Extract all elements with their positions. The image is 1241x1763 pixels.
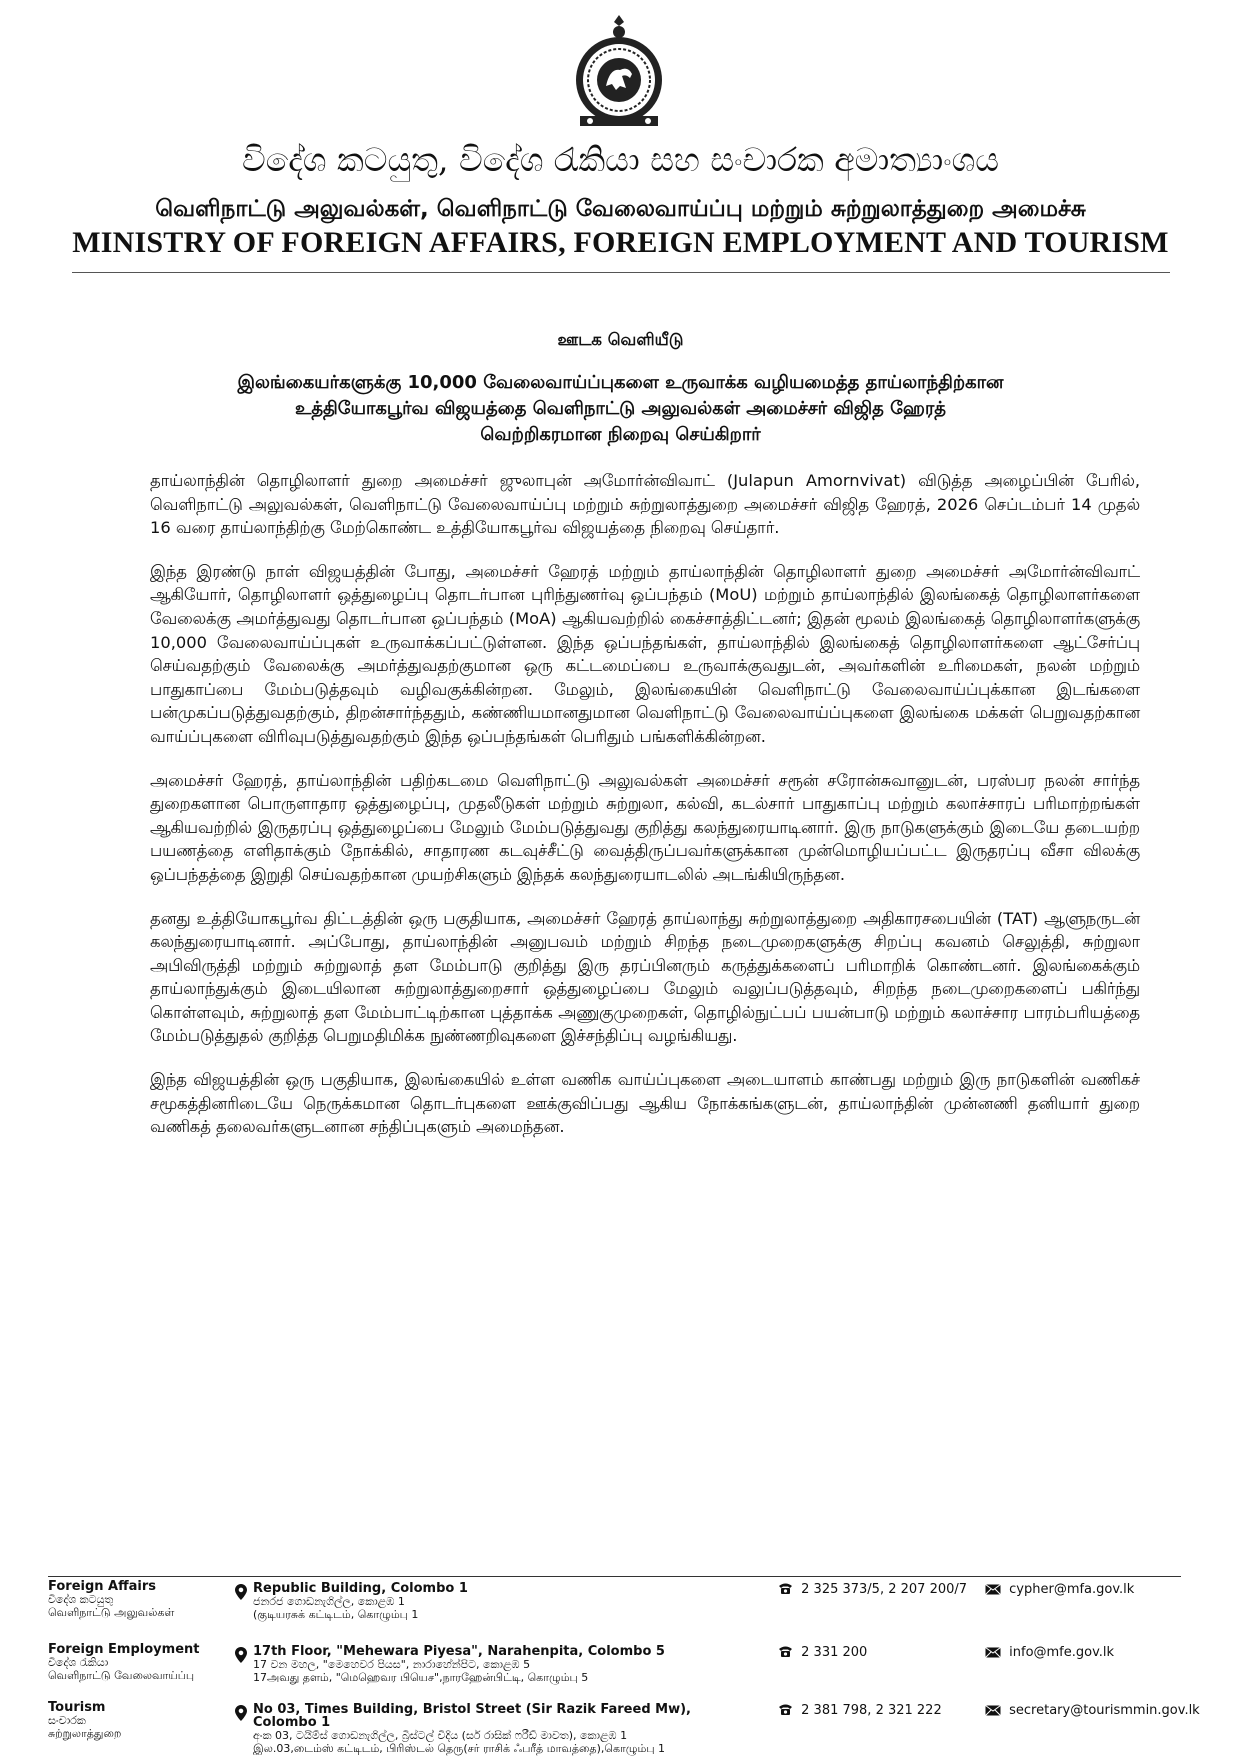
footer-divider xyxy=(48,1576,1181,1577)
email-address[interactable]: secretary@tourismmin.gov.lk xyxy=(1009,1703,1200,1718)
address-ta: 17அவது தளம், "மெஹெவர பியெச",நாரஹேன்பிட்டி, கொழும்பு 5 xyxy=(253,1671,589,1684)
address-en: 17th Floor, "Mehewara Piyesa", Narahenpita, Colombo 5 xyxy=(253,1644,665,1659)
org-name xyxy=(48,1643,248,1682)
headline-line: உத்தியோகபூர்வ விஜயத்தை வெளிநாட்டு அலுவல்கள் அமைச்சர் விஜித ஹேரத் xyxy=(295,398,946,419)
ministry-name-tamil: வெளிநாட்டு அலுவல்கள், வெளிநாட்டு வேலைவாய்ப்பு மற்றும் சுற்றுலாத்துறை அமைச்சு xyxy=(155,196,1086,222)
address xyxy=(253,1703,753,1755)
address-en: No 03, Times Building, Bristol Street (Sir Razik Fareed Mw), Colombo 1 xyxy=(253,1702,691,1730)
email xyxy=(985,1645,1114,1660)
org-name-en: Foreign Employment xyxy=(48,1642,200,1657)
paragraph: தாய்லாந்தின் தொழிலாளர் துறை அமைச்சர் ஜுலாபுன் அமோர்ன்விவாட் (Julapun Amornvivat) விடுத்த அழைப்பின் பேரில், வெளிநாட்டு அலுவல்கள், வெளிநாட்டு வேலைவாய்ப்பு மற்றும் சுற்றுலாத்துறை அமைச்சர் விஜித ஹேரத், 2026 செப்டம்பர் 14 முதல் 16 வரை தாய்லாந்திற்கு மேற்கொண்ட உத்தியோகபூர்வ விஜயத்தை நிறைவு செய்தார். xyxy=(150,471,1140,538)
address xyxy=(253,1582,753,1621)
org-name-ta: வெளிநாட்டு வேலைவாய்ப்பு xyxy=(48,1669,195,1682)
location-pin-icon xyxy=(235,1705,247,1721)
paragraph: தனது உத்தியோகபூர்வ திட்டத்தின் ஒரு பகுதியாக, அமைச்சர் ஹேரத் தாய்லாந்து சுற்றுலாத்துறை அதிகாரசபையின் (TAT) ஆளுநருடன் கலந்துரையாடினார். அப்போது, தாய்லாந்தின் அனுபவம் மற்றும் சிறந்த நடைமுறைகளுக்கு சிறப்பு கவனம் செலுத்தி, சுற்றுலா அபிவிருத்தி மற்றும் சுற்றுலாத் தள மேம்பாடு குறித்து இரு தரப்பினரும் கருத்துக்களைப் பரிமாறிக் கொண்டனர். இலங்கைக்கும் தாய்லாந்துக்கும் இடையிலான சுற்றுலாத்துறைசார் ஒத்துழைப்பை மேலும் வலுப்படுத்தவும், சிறந்த நடைமுறைகளைப் பகிர்ந்து கொள்ளவும், சுற்றுலாத் தள மேம்பாட்டிற்கான புத்தாக்க அணுகுமுறைகள், தொழில்நுட்பப் பயன்பாடு மற்றும் கலாச்சார பாரம்பரியத்தை மேம்படுத்துதல் குறித்த பெறுமதிமிக்க நுண்ணறிவுகளை இச்சந்திப்பு வழங்கியது. xyxy=(150,908,1140,1046)
org-name-ta: வெளிநாட்டு அலுவல்கள் xyxy=(48,1606,175,1619)
envelope-icon xyxy=(985,1584,1001,1595)
org-name-si: සංචාරක xyxy=(48,1714,86,1727)
address-si: 17 වන මහල, "මෙහෙවර පියස", නාරාහේන්පිට, කොළඹ 5 xyxy=(253,1658,531,1671)
org-name-en: Foreign Affairs xyxy=(48,1579,157,1594)
envelope-icon xyxy=(985,1705,1001,1716)
address-ta: (குடியரசுக் கட்டிடம், கொழும்பு 1 xyxy=(253,1608,419,1621)
ministry-name-english: MINISTRY OF FOREIGN AFFAIRS, FOREIGN EMPLOYMENT AND TOURISM xyxy=(72,226,1169,259)
phone xyxy=(778,1703,942,1718)
paragraph: இந்த விஜயத்தின் ஒரு பகுதியாக, இலங்கையில் உள்ள வணிக வாய்ப்புகளை அடையாளம் காண்பது மற்றும் இரு நாடுகளின் வணிகச் சமூகத்தினரிடையே நெருக்கமான தொடர்புகளை ஊக்குவிப்பது ஆகிய நோக்கங்களுடன், தாய்லாந்தின் முன்னணி தனியார் துறை வணிகத் தலைவர்களுடனான சந்திப்புகளும் அமைந்தன. xyxy=(150,1070,1140,1137)
ministry-name-sinhala: විදේශ කටයුතු, විදේශ රැකියා සහ සංචාරක අමාත්‍යාංශය xyxy=(242,140,999,179)
org-name xyxy=(48,1580,248,1619)
headline xyxy=(148,370,1093,448)
footer-row-foreign-employment xyxy=(0,1643,1241,1705)
email xyxy=(985,1582,1134,1597)
org-name-si: විදේශ රැකියා xyxy=(48,1656,109,1669)
phone xyxy=(778,1645,867,1660)
envelope-icon xyxy=(985,1647,1001,1658)
paragraph: அமைச்சர் ஹேரத், தாய்லாந்தின் பதிற்கடமை வெளிநாட்டு அலுவல்கள் அமைச்சர் சரூன் சரோன்சுவானுடன், பரஸ்பர நலன் சார்ந்த துறைகளான பொருளாதார ஒத்துழைப்பு, முதலீடுகள் மற்றும் சுற்றுலா, கல்வி, கடல்சார் பாதுகாப்பு மற்றும் கலாச்சாரப் பரிமாற்றங்கள் ஆகியவற்றில் இருதரப்பு ஒத்துழைப்பை மேலும் மேம்படுத்துவது குறித்து கலந்துரையாடினார். இரு நாடுகளுக்கும் இடையே தடையற்ற பயணத்தை எளிதாக்கும் நோக்கில், சாதாரண கடவுச்சீட்டு வைத்திருப்பவர்களுக்கான முன்மொழியப்பட்ட இருதரப்பு வீசா விலக்கு ஒப்பந்தத்தை இறுதி செய்வதற்கான முயற்சிகளும் இந்தக் கலந்துரையாடலில் அடங்கியிருந்தன. xyxy=(150,770,1140,884)
telephone-icon xyxy=(778,1582,793,1595)
address-ta: இல.03,டைம்ஸ் கட்டிடம், பிரிஸ்டல் தெரு(சர் ராசிக் ஃபரீத் மாவத்தை),கொழும்பு 1 xyxy=(253,1742,666,1755)
telephone-icon xyxy=(778,1703,793,1716)
footer-row-tourism xyxy=(0,1701,1241,1763)
email-address[interactable]: info@mfe.gov.lk xyxy=(1009,1645,1115,1660)
address-en: Republic Building, Colombo 1 xyxy=(253,1581,468,1596)
phone-number: 2 381 798, 2 321 222 xyxy=(801,1703,942,1718)
headline-line: இலங்கையர்களுக்கு 10,000 வேலைவாய்ப்புகளை உருவாக்க வழியமைத்த தாய்லாந்திற்கான xyxy=(237,372,1004,393)
address xyxy=(253,1645,753,1684)
press-release-label: ஊடக வெளியீடு xyxy=(557,330,684,349)
headline-line: வெற்றிகரமான நிறைவு செய்கிறார் xyxy=(480,424,761,445)
address-si: අංක 03, ටයිම්ස් ගොඩනැගිල්ල, බ්‍රිස්ටල් වීදිය (සර් රාසික් ෆරීඩ් මාවත), කොළඹ 1 xyxy=(253,1729,628,1742)
org-name-en: Tourism xyxy=(48,1700,106,1715)
email xyxy=(985,1703,1200,1718)
header-divider xyxy=(72,272,1170,273)
org-name-ta: சுற்றுலாத்துறை xyxy=(48,1727,122,1740)
phone-number: 2 331 200 xyxy=(801,1645,868,1660)
article-body xyxy=(150,469,1140,1159)
state-emblem xyxy=(570,12,668,130)
telephone-icon xyxy=(778,1645,793,1658)
location-pin-icon xyxy=(235,1584,247,1600)
org-name xyxy=(48,1701,248,1740)
phone xyxy=(778,1582,967,1597)
footer-row-foreign-affairs xyxy=(0,1580,1241,1642)
phone-number: 2 325 373/5, 2 207 200/7 xyxy=(801,1582,968,1597)
org-name-si: විදේශ කටයුතු xyxy=(48,1593,114,1606)
email-address[interactable]: cypher@mfa.gov.lk xyxy=(1009,1582,1135,1597)
address-si: ජනරජ ගොඩනැගිල්ල, කොළඹ 1 xyxy=(253,1595,405,1608)
location-pin-icon xyxy=(235,1647,247,1663)
paragraph: இந்த இரண்டு நாள் விஜயத்தின் போது, அமைச்சர் ஹேரத் மற்றும் தாய்லாந்தின் தொழிலாளர் துறை அமைச்சர் அமோர்ன்விவாட் ஆகியோர், தொழிலாளர் ஒத்துழைப்பு தொடர்பான புரிந்துணர்வு ஒப்பந்தம் (MoU) மற்றும் தாய்லாந்தில் இலங்கைத் தொழிலாளர்களை வேலைக்கு அமர்த்துவது தொடர்பான ஒப்பந்தம் (MoA) ஆகியவற்றில் கைச்சாத்திட்டனர்; இதன் மூலம் இலங்கைத் தொழிலாளர்களுக்கு 10,000 வேலைவாய்ப்புகள் உருவாக்கப்பட்டுள்ளன. இந்த ஒப்பந்தங்கள், தாய்லாந்தில் இலங்கைத் தொழிலாளர்களை ஆட்சேர்ப்பு செய்வதற்கும் வேலைக்கு அமர்த்துவதற்குமான ஒரு கட்டமைப்பை உருவாக்குவதுடன், அவர்களின் உரிமைகள், நலன் மற்றும் பாதுகாப்பை மேம்படுத்தவும் வழிவகுக்கின்றன. மேலும், இலங்கையின் வெளிநாட்டு வேலைவாய்ப்புக்கான இடங்களை பன்முகப்படுத்துவதற்கும், திறன்சார்ந்ததும், கண்ணியமானதுமான வெளிநாட்டு வேலைவாய்ப்புகளை இலங்கை மக்கள் பெறுவதற்கான வாய்ப்புகளை விரிவுபடுத்துவதற்கும் இந்த ஒப்பந்தங்கள் பெரிதும் பங்களிக்கின்றன. xyxy=(150,561,1140,746)
